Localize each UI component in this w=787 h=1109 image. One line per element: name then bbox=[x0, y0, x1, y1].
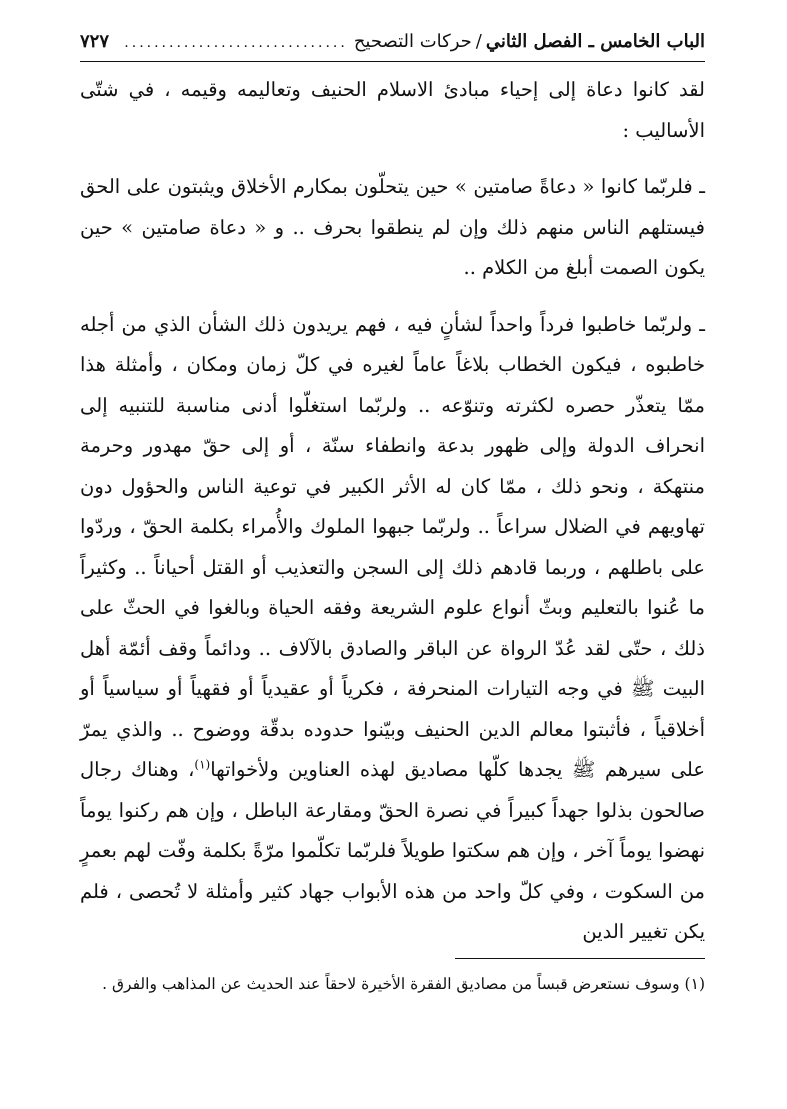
header-chapter-title: الباب الخامس ـ الفصل الثاني bbox=[485, 31, 705, 52]
footnote-divider bbox=[455, 958, 705, 959]
footnote bbox=[80, 968, 705, 1000]
footnote-text: (١) وسوف نستعرض قبساً من مصاديق الفقرة الأخيرة لاحقاً عند الحديث عن المذاهب والفرق . bbox=[102, 975, 705, 993]
paragraph-3-continuation: ، وهناك رجال صالحون بذلوا جهداً كبيراً في نصرة الحقّ ومقارعة الباطل ، وإن هم ركنوا يوماً نهضوا يوماً آخر ، وإن هم سكتوا طويلاً فلربّما تكلّموا مرّةً بكلمة وفّت لهم بعمرٍ من السكوت ، وفي كلّ واحد من هذه الأبواب جهاد كثير وأمثلة لا تُحصى ، فلم يكن تغيير الدين bbox=[80, 758, 705, 943]
header-separator: / bbox=[475, 31, 482, 52]
main-text bbox=[80, 70, 705, 953]
paragraph-2: ـ فلربّما كانوا « دعاةً صامتين » حين يتحلّون بمكارم الأخلاق ويثبتون على الحق فيستلهم الناس منهم ذلك وإن لم ينطقوا بحرف .. و « دعاة صامتين » حين يكون الصمت أبلغ من الكلام .. bbox=[80, 175, 705, 279]
paragraph-1: لقد كانوا دعاة إلى إحياء مبادئ الاسلام الحنيف وتعاليمه وقيمه ، في شتّى الأساليب : bbox=[80, 78, 705, 142]
header-section-title: حركات التصحيح bbox=[353, 31, 472, 52]
paragraph-3-text: ـ ولربّما خاطبوا فرداً واحداً لشأنٍ فيه ، فهم يريدون ذلك الشأن الذي من أجله خاطبوه ، فيكون الخطاب بلاغاً عاماً لغيره في كلّ زمان ومكان ، وأمثلة هذا ممّا يتعذّر حصره لكثرته وتنوّعه .. ولربّما استغلّوا أدنى مناسبة للتنبيه إلى انحراف الدولة وإلى ظهور بدعة وانطفاء سنّة ، أو إلى حقّ مهدور وحرمة منتهكة ، ونحو ذلك ، ممّا كان له الأثر الكبير في توعية الناس والحؤول دون تهاويهم في الضلال سراعاً .. ولربّما جبهوا الملوك والأُمراء بكلمة الحقّ ، وردّوا على باطلهم ، وربما قادهم ذلك إلى السجن والتعذيب أو القتل أحياناً .. وكثيراً ما عُنوا بالتعليم وبثّ أنواع علوم الشريعة وفقه الحياة وبالغوا في الحثّ على ذلك ، حتّى لقد عُدّ الرواة عن الباقر والصادق بالآلاف .. ودائماً وقف أئمّة أهل البيت ﷺ في وجه التيارات المنحرفة ، فكرياً أو عقيدياً أو فقهياً أو سياسياً أو أخلاقياً ، فأثبتوا معالم الدين الحنيف وبيّنوا حدوده بدقّة ووضوح .. والذي يمرّ على سيرهم ﷺ يجدها كلّها مصاديق لهذه العناوين ولأخواتها bbox=[80, 312, 705, 781]
header-leader-dots: .............................. bbox=[124, 35, 348, 51]
running-header bbox=[80, 28, 705, 62]
paragraph-3 bbox=[80, 305, 705, 953]
page-number: ٧٢٧ bbox=[80, 31, 110, 52]
footnote-reference[interactable]: (١) bbox=[194, 757, 211, 772]
